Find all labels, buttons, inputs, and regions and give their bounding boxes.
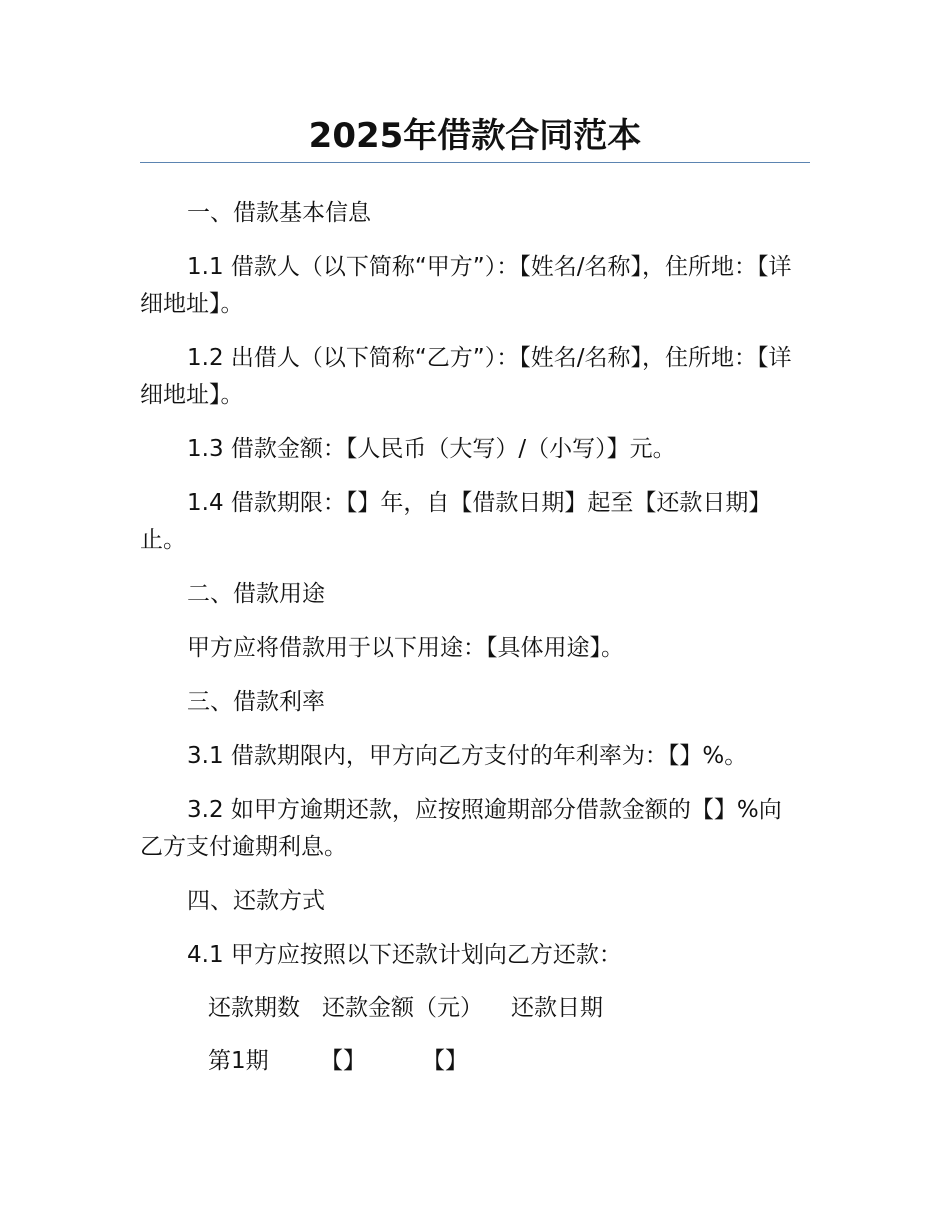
title-underline: [140, 162, 810, 163]
document-body: [140, 195, 800, 991]
section-heading-repayment: 四、还款方式: [187, 888, 325, 914]
schedule-cell-period: 第1期: [208, 1048, 269, 1074]
clause-4-1-repayment-plan: 4.1 甲方应按照以下还款计划向乙方还款：: [187, 942, 622, 968]
schedule-cell-amount: 【】: [320, 1048, 366, 1074]
section-heading-purpose: 二、借款用途: [187, 581, 325, 607]
section-heading-basic-info: 一、借款基本信息: [187, 200, 371, 226]
section-heading-interest: 三、借款利率: [187, 689, 325, 715]
clause-1-1-borrower: 1.1 借款人（以下简称“甲方”）：【姓名/名称】，住所地：【详细地址】。: [140, 254, 792, 317]
schedule-header-period: 还款期数: [208, 995, 300, 1021]
clause-3-2-overdue-interest: 3.2 如甲方逾期还款，应按照逾期部分借款金额的【】%向乙方支付逾期利息。: [140, 797, 782, 860]
schedule-header-amount: 还款金额（元）: [322, 995, 483, 1021]
clause-3-1-annual-rate: 3.1 借款期限内，甲方向乙方支付的年利率为：【】%。: [187, 743, 748, 769]
clause-purpose: 甲方应将借款用于以下用途：【具体用途】。: [187, 635, 624, 661]
clause-1-2-lender: 1.2 出借人（以下简称“乙方”）：【姓名/名称】，住所地：【详细地址】。: [140, 345, 792, 408]
schedule-header-date: 还款日期: [511, 995, 603, 1021]
clause-1-3-amount: 1.3 借款金额：【人民币（大写）/（小写）】元。: [187, 436, 676, 462]
document-title: 2025年借款合同范本: [308, 116, 642, 156]
schedule-cell-date: 【】: [422, 1048, 468, 1074]
clause-1-4-term: 1.4 借款期限：【】年，自【借款日期】起至【还款日期】止。: [140, 490, 772, 553]
